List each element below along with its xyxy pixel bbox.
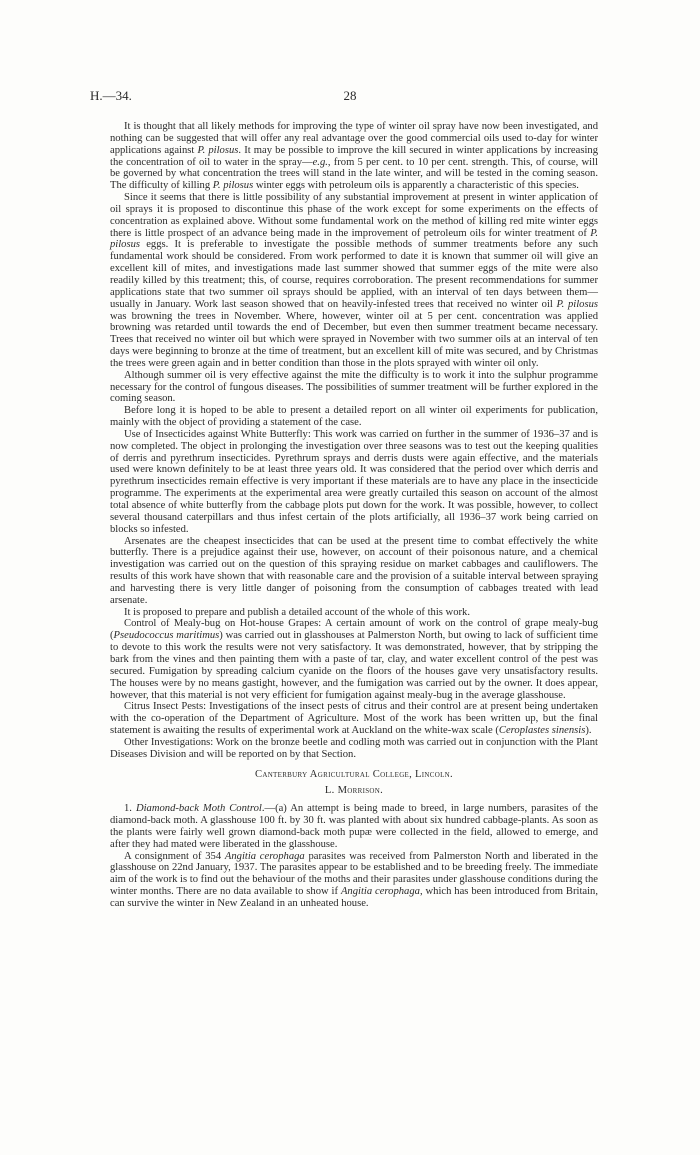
- text-run: Before long it is hoped to be able to present a detailed report on all winter oil experiments for publication, mainly with the object of providing a statement of the case.: [110, 405, 598, 429]
- text-run: Citrus Insect Pests: Investigations of the insect pests of citrus and their control are at present being undertaken with the co-operation of the Department of Agriculture. Most of the work has been written up, but the final statement is awaiting the results of experimental work at Auckland on the white-wax scale (: [110, 701, 598, 737]
- text-run: Use of Insecticides against White Butterfly: This work was carried on further in the summer of 1936–37 and is now completed. The object in prolonging the investigation over three seasons was to test out the keeping qualities of derris and pyrethrum insecticides. Pyrethrum sprays and derris dusts were again effective, and the materials used were known definitely to be at least three years old. It was considered that the period over which derris and pyrethrum insecticides remain effective is very important if these materials are to have any place in the insecticide programme. The experiments at the experimental area were greatly curtailed this season on account of the almost total absence of white butterfly from the cabbage plots put down for the work. It was possible, however, to collect several thousand caterpillars and thus infest certain of the plots artificially, all 1936–37 work being carried on blocks so infested.: [110, 428, 598, 535]
- italic-text: e.g.: [312, 156, 328, 168]
- text-run: A consignment of 354: [124, 850, 225, 862]
- section-author: [110, 785, 598, 797]
- text-run: was browning the trees in November. Where, however, winter oil at 5 per cent. concentration was applied browning was retarded until towards the end of December, but even then summer treatment became necessary. Trees that received no winter oil but which were sprayed in November with two summer oils at an interval of ten days were beginning to bronze at the time of treatment, but an excellent kill of mite was secured, and by Christmas the trees were green again and in better condition than those in the plots sprayed with winter oil only.: [110, 310, 598, 369]
- paragraph: [110, 429, 598, 536]
- text-run: , which has been introduced from Britain, can survive the winter in New Zealand in an unheated house.: [110, 886, 598, 909]
- page-number: 28: [343, 88, 357, 103]
- paragraph: [110, 121, 598, 192]
- page-header: [90, 88, 610, 106]
- text-run: , from 5 per cent. to 10 per cent. strength. This, of course, will be governed by what concentration the trees will stand in the late winter, and will be tested in the coming season. The difficulty of killing: [110, 156, 598, 192]
- paragraph: [110, 192, 598, 370]
- paragraph: [110, 803, 598, 850]
- text-run: Other Investigations: Work on the bronze beetle and codling moth was carried out in conjunction with the Plant Diseases Division and will be reported on by that Section.: [110, 736, 598, 760]
- section-heading: [110, 769, 598, 781]
- text-run: Canterbury Agricultural College, Lincoln.: [254, 768, 453, 780]
- paragraph: [110, 701, 598, 737]
- italic-text: P. pilosus: [556, 298, 598, 310]
- text-run: It is proposed to prepare and publish a detailed account of the whole of this work.: [124, 606, 470, 618]
- body-text: [110, 121, 598, 910]
- text-run: Since it seems that there is little possibility of any substantial improvement at present in winter application of oil sprays it is proposed to discontinue this phase of the work except for some experiments on the effects of concentration as explained above. Without some fundamental work on the method of killing red mite winter eggs there is little prospect of an advance being made in the improvement of petroleum oils for winter treatment of: [110, 192, 598, 239]
- italic-text: P. pilosus: [212, 180, 254, 192]
- paragraph: [110, 851, 598, 910]
- text-run: ).: [585, 725, 592, 737]
- text-run: winter eggs with petroleum oils is apparently a characteristic of this species.: [253, 180, 579, 192]
- paragraph: [110, 536, 598, 607]
- text-run: ) was carried out in glasshouses at Palmerston North, but owing to lack of sufficient time to devote to this work the results were not very satisfactory. It was demonstrated, however, that by stripping the bark from the vines and then painting them with a paste of tar, clay, and water excellent control of the pest was secured. Fumigation by spreading calcium cyanide on the floors of the houses gave very unsatisfactory results. The houses were by no means gastight, however, and the fumigation was carried out by the owner. It does appear, however, that this material is not very efficient for fumigation against mealy-bug in the average glasshouse.: [110, 630, 598, 701]
- text-run: Arsenates are the cheapest insecticides that can be used at the present time to combat effectively the white butterfly. There is a prejudice against their use, however, on account of their poisonous nature, and a chemical investigation was carried out on the question of this spraying residue on market cabbages and cauliflowers. The results of this work have shown that with reasonable care and the provision of a suitable interval between spraying and harvesting there is very little danger of poisoning from the consumption of cabbages treated with lead arsenate.: [110, 535, 598, 606]
- text-run: eggs. It is preferable to investigate the possible methods of summer treatments before any such fundamental work should be considered. From work performed to date it is known that summer oil will give an excellent kill of mites, and investigations made last summer showed that summer eggs of the mite were also readily killed by this treatment; this, of course, requires corroboration. The present recommendations for summer applications state that two summer oil sprays should be applied, with an interval of ten days between them—usually in January. Work last season showed that on heavily-infested trees that received no winter oil: [110, 239, 598, 310]
- document-code: H.—34.: [90, 88, 132, 103]
- text-run: .—(a) An attempt is being made to breed, in large numbers, parasites of the diamond-back moth. A glasshouse 100 ft. by 30 ft. was planted with about six hundred cabbage-plants. As soon as the plants were fairly well grown diamond-back moth pupæ were collected in the field, allowed to emerge, and after they had mated were liberated in the glasshouse.: [110, 803, 598, 850]
- italic-text: Diamond-back Moth Control: [135, 803, 262, 815]
- paragraph: [110, 607, 598, 619]
- text-run: Control of Mealy-bug on Hot-house Grapes: A certain amount of work on the control of grape mealy-bug (: [110, 618, 598, 642]
- italic-text: Pseudococcus maritimus: [113, 630, 220, 642]
- italic-text: Angitia cerophaga: [340, 886, 420, 898]
- text-run: parasites was received from Palmerston North and liberated in the glasshouse on 22nd January, 1937. The parasites appear to be established and to be breeding freely. The immediate aim of the work is to find out the behaviour of the moths and their parasites under glasshouse conditions during the winter months. There are no data available to show if: [110, 850, 598, 898]
- text-run: It is thought that all likely methods for improving the type of winter oil spray have now been investigated, and nothing can be suggested that will offer any real advantage over the good commercial oils used to-day for winter applications against: [110, 121, 598, 156]
- paragraph: [110, 737, 598, 761]
- italic-text: Ceroplastes sinensis: [498, 725, 586, 737]
- italic-text: P. pilosus: [197, 144, 239, 156]
- text-run: L. Morrison.: [324, 785, 384, 797]
- italic-text: Angitia cerophaga: [224, 850, 305, 862]
- paragraph: [110, 405, 598, 429]
- paragraph: [110, 370, 598, 406]
- text-run: Although summer oil is very effective against the mite the difficulty is to work it into the sulphur programme necessary for the control of fungous diseases. The possibilities of summer treatment will be further explored in the coming season.: [110, 369, 598, 405]
- text-run: 1.: [124, 803, 136, 815]
- italic-text: P. pilosus: [110, 227, 598, 251]
- text-run: . It may be possible to improve the kill secured in winter applications by increasing the concentration of oil to water in the spray—: [110, 144, 598, 168]
- paragraph: [110, 618, 598, 701]
